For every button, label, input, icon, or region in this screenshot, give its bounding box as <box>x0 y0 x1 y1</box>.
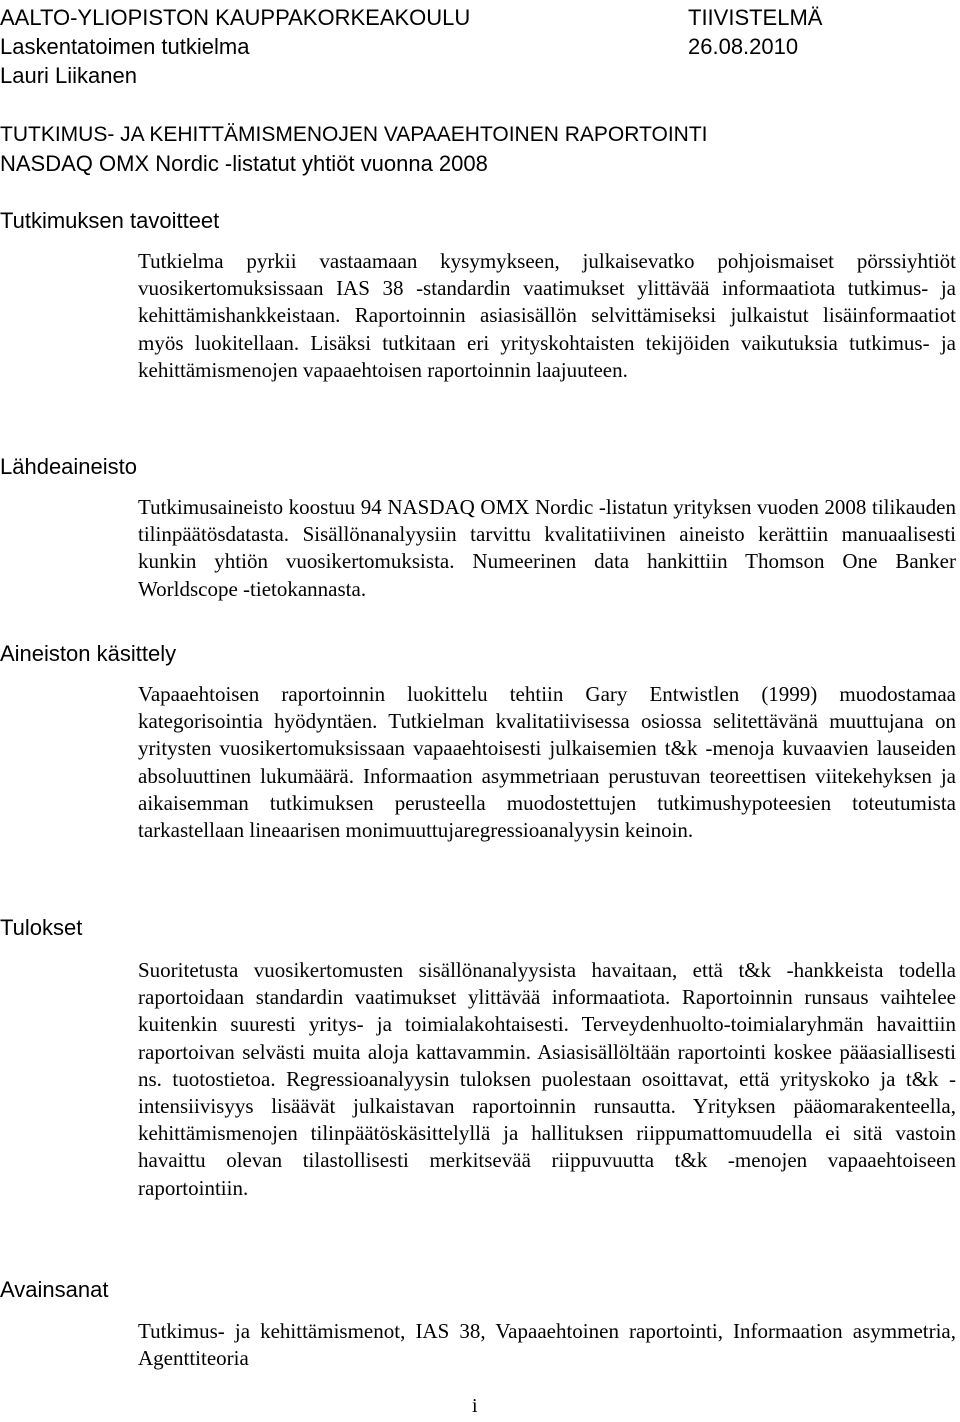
results-heading: Tulokset <box>0 915 83 940</box>
date: 26.08.2010 <box>688 34 799 59</box>
school-name: AALTO-YLIOPISTON KAUPPAKORKEAKOULU <box>0 5 471 30</box>
page-number: i <box>472 1395 478 1417</box>
thesis-subtitle: NASDAQ OMX Nordic -listatut yhtiöt vuonna 2008 <box>0 151 488 176</box>
thesis-title: TUTKIMUS- JA KEHITTÄMISMENOJEN VAPAAEHTOINEN RAPORTOINTI <box>0 123 708 146</box>
processing-heading: Aineiston käsittely <box>0 641 177 666</box>
results-text: Suoritetusta vuosikertomusten sisällönanalyysista havaitaan, että t&k -hankkeista todella raportoidaan standardin vaatimukset ylittävää informaatiota. Raportoinnin runsaus vaihtelee kuitenkin suuresti yritys- ja toimialakohtaisesti. Terveydenhuolto-toimialaryhmän havaittiin raportoivan selvästi muita aloja kattavammin. Asiasisällöltään raportointi koskee pääasiallisesti ns. tuotostietoa. Regressioanalyysin tuloksen puolestaan osoittavat, että yrityskoko ja t&k -intensiivisyys lisäävät julkaistavan raportoinnin runsautta. Yrityksen pääomarakenteella, kehittämismenojen tilinpäätöskäsittelyllä ja hallituksen riippumattomuudella ei sitä vastoin havaittu olevan tilastollisesti merkitsevää riippuvuutta t&k -menojen vapaaehtoiseen raportointiin. <box>138 958 956 1200</box>
keywords-heading: Avainsanat <box>0 1277 109 1302</box>
document-type: TIIVISTELMÄ <box>688 5 823 30</box>
keywords-text: Tutkimus- ja kehittämismenot, IAS 38, Vapaaehtoinen raportointi, Informaation asymmetria, Agenttiteoria <box>138 1319 956 1371</box>
author: Lauri Liikanen <box>0 63 137 88</box>
sources-heading: Lähdeaineisto <box>0 454 138 479</box>
objectives-heading: Tutkimuksen tavoitteet <box>0 208 220 233</box>
objectives-text: Tutkielma pyrkii vastaamaan kysymykseen, julkaisevatko pohjoismaiset pörssiyhtiöt vuosikertomuksissaan IAS 38 -standardin vaatimukset ylittävää informaatiota tutkimus- ja kehittämishankkeistaan. Raportoinnin asiasisällön selvittämiseksi julkaistut lisäinformaatiot myös luokitellaan. Lisäksi tutkitaan eri yrityskohtaisten tekijöiden vaikutuksia tutkimus- ja kehittämismenojen vapaaehtoisen raportoinnin laajuuteen. <box>138 249 956 382</box>
department: Laskentatoimen tutkielma <box>0 34 250 59</box>
processing-text: Vapaaehtoisen raportoinnin luokittelu tehtiin Gary Entwistlen (1999) muodostamaa kategorisointia hyödyntäen. Tutkielman kvalitatiivisessa osiossa selitettävänä muuttujana on yritysten vuosikertomuksissaan vapaaehtoisesti julkaisemien t&k -menoja kuvaavien lauseiden absoluuttinen lukumäärä. Informaation asymmetriaan perustuvan teoreettisen viitekehyksen ja aikaisemman tutkimuksen perusteella muodostettujen tutkimushypoteesien toteutumista tarkastellaan lineaarisen monimuuttujaregressioanalyysin keinoin. <box>138 682 956 843</box>
sources-text: Tutkimusaineisto koostuu 94 NASDAQ OMX Nordic -listatun yrityksen vuoden 2008 tilikauden tilinpäätösdatasta. Sisällönanalyysiin tarvittu kvalitatiivinen aineisto kerättiin manuaalisesti kunkin yhtiön vuosikertomuksista. Numeerinen data hankittiin Thomson One Banker Worldscope -tietokannasta. <box>138 495 956 601</box>
